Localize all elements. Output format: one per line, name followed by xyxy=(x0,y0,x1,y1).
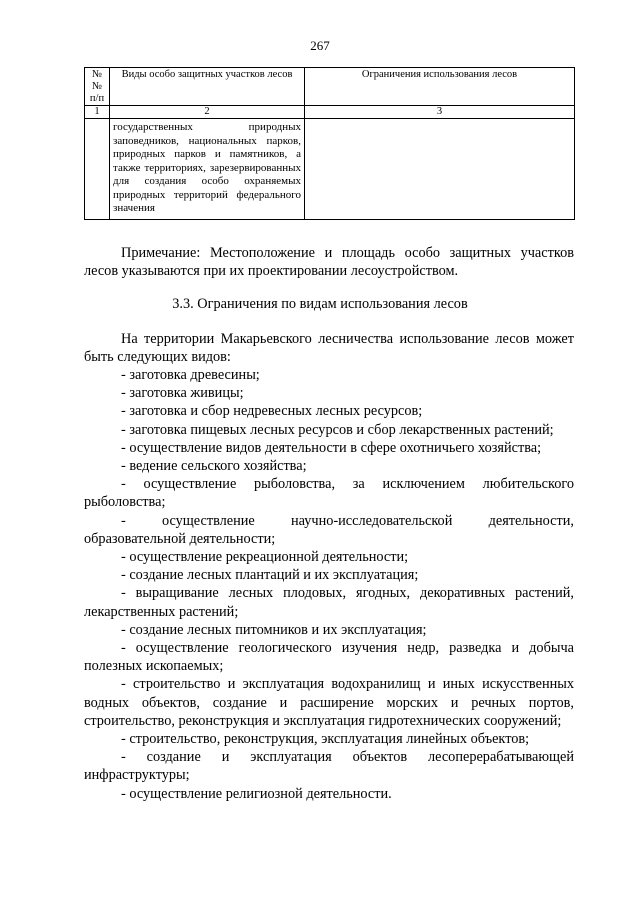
restrictions-table xyxy=(84,67,575,220)
list-item: - создание лесных плантаций и их эксплуатация; xyxy=(121,567,419,584)
row-types-cell: государственных природных заповедников, национальных парков, природных парков и памятников, а также территориях, зарезервированных для создания особо охраняемых природных территорий федерального значения xyxy=(110,119,305,220)
header-restrictions: Ограничения использования лесов xyxy=(305,68,575,106)
column-number-row xyxy=(85,106,575,119)
list-item: - строительство, реконструкция, эксплуатация линейных объектов; xyxy=(121,731,530,748)
list-item: - осуществление научно-исследовательской деятельности, образовательной деятельности; xyxy=(84,512,574,547)
list-item: - выращивание лесных плодовых, ягодных, декоративных растений, лекарственных растений; xyxy=(84,585,574,620)
section-intro: На территории Макарьевского лесничества использование лесов может быть следующих видов: xyxy=(84,331,574,365)
list-item: - заготовка древесины; xyxy=(121,367,260,383)
table-header-row xyxy=(85,68,575,106)
col-number-2: 2 xyxy=(110,106,305,119)
list-item: - осуществление рыболовства, за исключением любительского рыболовства; xyxy=(84,476,574,511)
row-num-cell xyxy=(85,119,110,220)
list-item: - строительство и эксплуатация водохранилищ и иных искусственных водных объектов, создание и расширение морских и речных портов, строительство, реконструкция и эксплуатация гидротехнических сооружений; xyxy=(84,676,574,729)
list-item: - создание лесных питомников и их эксплуатация; xyxy=(121,621,427,638)
list-item: - осуществление видов деятельности в сфере охотничьего хозяйства; xyxy=(121,439,542,456)
header-types: Виды особо защитных участков лесов xyxy=(110,68,305,106)
list-item: - осуществление религиозной деятельности. xyxy=(121,785,392,802)
col-number-1: 1 xyxy=(85,106,110,119)
list-item: - ведение сельского хозяйства; xyxy=(121,458,307,475)
section-title: 3.3. Ограничения по видам использования лесов xyxy=(172,296,468,312)
list-item: - заготовка пищевых лесных ресурсов и сбор лекарственных растений; xyxy=(121,421,554,438)
table-row xyxy=(85,119,575,220)
list-item: - осуществление геологического изучения недр, разведка и добыча полезных ископаемых; xyxy=(84,640,574,675)
header-num: №№ п/п xyxy=(85,68,110,106)
row-restrictions-cell xyxy=(305,119,575,220)
page-number: 267 xyxy=(310,38,330,53)
forest-use-list xyxy=(84,366,574,803)
col-number-3: 3 xyxy=(305,106,575,119)
table-note: Примечание: Местоположение и площадь особо защитных участков лесов указываются при их проектировании лесоустройством. xyxy=(84,245,574,279)
list-item: - создание и эксплуатация объектов лесоперерабатывающей инфраструктуры; xyxy=(84,749,574,784)
list-item: - заготовка и сбор недревесных лесных ресурсов; xyxy=(121,403,423,420)
list-item: - заготовка живицы; xyxy=(121,385,244,402)
list-item: - осуществление рекреационной деятельности; xyxy=(121,549,409,566)
